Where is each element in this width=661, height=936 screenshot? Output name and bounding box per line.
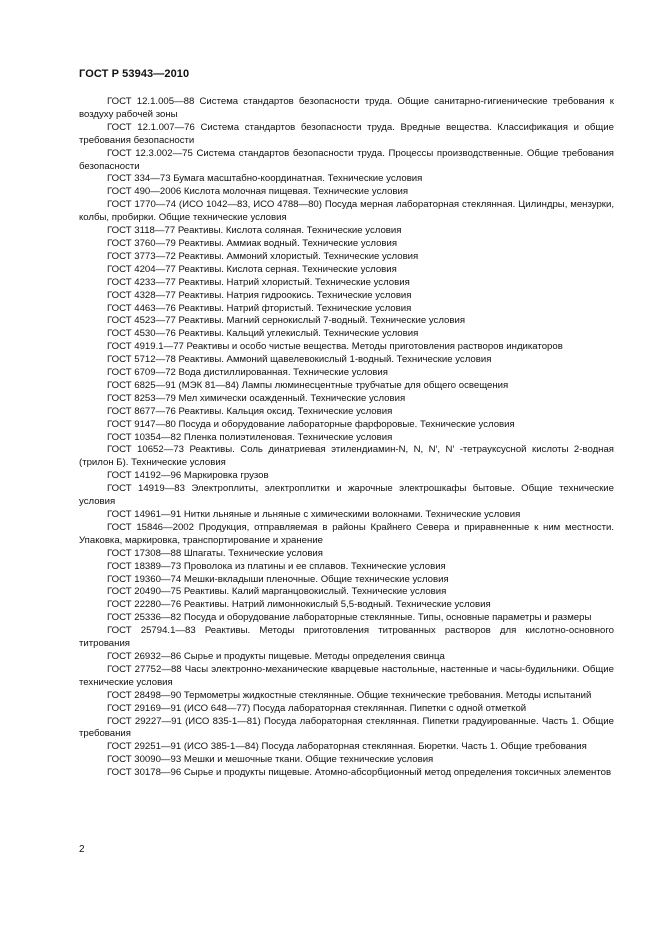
reference-item: ГОСТ 10354—82 Пленка полиэтиленовая. Технические условия xyxy=(107,431,393,443)
reference-item: ГОСТ 18389—73 Проволока из платины и ее сплавов. Технические условия xyxy=(107,560,446,572)
reference-item: ГОСТ 14919—83 Электроплиты, электроплитки и жарочные электрошкафы бытовые. Общие технические условия xyxy=(79,483,614,508)
reference-item: ГОСТ 4463—76 Реактивы. Натрий фтористый. Технические условия xyxy=(107,302,412,314)
reference-item: ГОСТ 20490—75 Реактивы. Калий марганцовокислый. Технические условия xyxy=(107,586,447,598)
reference-item: ГОСТ 3118—77 Реактивы. Кислота соляная. Технические условия xyxy=(107,225,402,237)
reference-item: ГОСТ 29251—91 (ИСО 385-1—84) Посуда лабораторная стеклянная. Бюретки. Часть 1. Общие требования xyxy=(107,741,587,753)
reference-item: ГОСТ 26932—86 Сырье и продукты пищевые. Методы определения свинца xyxy=(107,650,445,662)
reference-item: ГОСТ 10652—73 Реактивы. Соль динатриевая этилендиамин-N, N, N′, N′ -тетрауксусной кислоты 2-водная (трилон Б). Технические условия xyxy=(79,444,614,469)
reference-item: ГОСТ 12.1.005—88 Система стандартов безопасности труда. Общие санитарно-гигиенические требования к воздуху рабочей зоны xyxy=(79,96,614,120)
reference-item: ГОСТ 27752—88 Часы электронно-механические кварцевые настольные, настенные и часы-будильники. Общие технические условия xyxy=(79,663,614,688)
reference-item: ГОСТ 28498—90 Термометры жидкостные стеклянные. Общие технические требования. Методы испытаний xyxy=(107,689,592,701)
reference-item: ГОСТ 4328—77 Реактивы. Натрия гидроокись. Технические условия xyxy=(107,289,412,301)
reference-item: ГОСТ 334—73 Бумага масштабно-координатная. Технические условия xyxy=(107,173,423,185)
reference-item: ГОСТ 4919.1—77 Реактивы и особо чистые вещества. Методы приготовления растворов индикаторов xyxy=(107,341,563,353)
page-number: 2 xyxy=(79,844,85,855)
reference-item: ГОСТ 5712—78 Реактивы. Аммоний щавелевокислый 1-водный. Технические условия xyxy=(107,354,492,366)
reference-item: ГОСТ 25336—82 Посуда и оборудование лабораторные стеклянные. Типы, основные параметры и размеры xyxy=(107,612,592,624)
reference-item: ГОСТ 3760—79 Реактивы. Аммиак водный. Технические условия xyxy=(107,237,398,249)
reference-item: ГОСТ 3773—72 Реактивы. Аммоний хлористый. Технические условия xyxy=(107,250,419,262)
reference-item: ГОСТ 8253—79 Мел химически осажденный. Технические условия xyxy=(107,392,406,404)
reference-item: ГОСТ 6825—91 (МЭК 81—84) Лампы люминесцентные трубчатые для общего освещения xyxy=(107,379,509,391)
reference-item: ГОСТ 25794.1—83 Реактивы. Методы приготовления титрованных растворов для кислотно-основного титрования xyxy=(79,625,614,650)
reference-item: ГОСТ 490—2006 Кислота молочная пищевая. Технические условия xyxy=(107,186,409,198)
reference-item: ГОСТ 8677—76 Реактивы. Кальция оксид. Технические условия xyxy=(107,405,393,417)
reference-item: ГОСТ 30178—96 Сырье и продукты пищевые. Атомно-абсорбционный метод определения токсичных элементов xyxy=(107,767,612,779)
reference-item: ГОСТ 15846—2002 Продукция, отправляемая в районы Крайнего Севера и приравненные к ним местности. Упаковка, маркировка, транспортирование и хранение xyxy=(79,521,614,546)
reference-item: ГОСТ 4530—76 Реактивы. Кальций углекислый. Технические условия xyxy=(107,328,419,340)
reference-item: ГОСТ 12.3.002—75 Система стандартов безопасности труда. Процессы производственные. Общие требования безопасности xyxy=(79,147,614,172)
reference-item: ГОСТ 29227—91 (ИСО 835-1—81) Посуда лабораторная стеклянная. Пипетки градуированные. Часть 1. Общие требования xyxy=(79,715,614,740)
reference-item: ГОСТ 12.1.007—76 Система стандартов безопасности труда. Вредные вещества. Классификация и общие требования безопасности xyxy=(79,121,614,146)
reference-list xyxy=(79,96,614,780)
reference-item: ГОСТ 29169—91 (ИСО 648—77) Посуда лабораторная стеклянная. Пипетки с одной отметкой xyxy=(107,702,527,714)
reference-item: ГОСТ 4523—77 Реактивы. Магний сернокислый 7-водный. Технические условия xyxy=(107,315,466,327)
reference-item: ГОСТ 14192—96 Маркировка грузов xyxy=(107,470,269,482)
reference-item: ГОСТ 4204—77 Реактивы. Кислота серная. Технические условия xyxy=(107,263,397,275)
reference-item: ГОСТ 30090—93 Мешки и мешочные ткани. Общие технические условия xyxy=(107,754,434,766)
reference-item: ГОСТ 1770—74 (ИСО 1042—83, ИСО 4788—80) Посуда мерная лабораторная стеклянная. Цилиндры, мензурки, колбы, пробирки. Общие технические условия xyxy=(79,199,614,224)
reference-item: ГОСТ 4233—77 Реактивы. Натрий хлористый. Технические условия xyxy=(107,276,410,288)
reference-item: ГОСТ 14961—91 Нитки льняные и льняные с химическими волокнами. Технические условия xyxy=(107,509,521,520)
reference-item: ГОСТ 22280—76 Реактивы. Натрий лимоннокислый 5,5-водный. Технические условия xyxy=(107,599,491,611)
document-header: ГОСТ Р 53943—2010 xyxy=(79,68,190,80)
reference-item: ГОСТ 9147—80 Посуда и оборудование лабораторные фарфоровые. Технические условия xyxy=(107,418,515,430)
reference-item: ГОСТ 19360—74 Мешки-вкладыши пленочные. Общие технические условия xyxy=(107,573,449,585)
reference-item: ГОСТ 6709—72 Вода дистиллированная. Технические условия xyxy=(107,367,388,379)
reference-item: ГОСТ 17308—88 Шпагаты. Технические условия xyxy=(107,547,323,559)
